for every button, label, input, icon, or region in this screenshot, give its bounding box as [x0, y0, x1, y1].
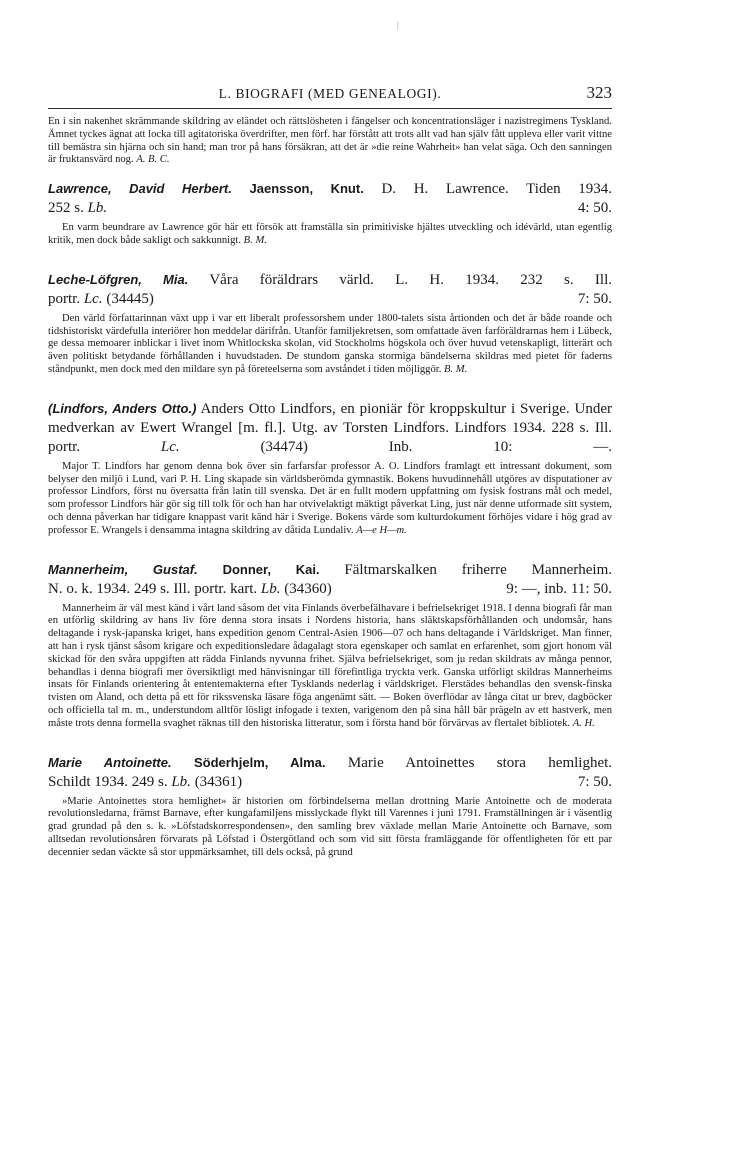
- review-text: »Marie Antoinettes stora hemlighet» är historien om förbindelserna mellan drottning Marie Antoinette och de moderata revolutionsledarna, främst Barnave, efter kungafamiljens misslyckade flykt till Varennes i juni 1791. Framställningen är i väsentlig grad grundad på den s. k. »Löfstadskorrespondensen», den samling brev växlade mellan Marie Antoinette och Barnave, som alltsedan revolutionsåren förvarats på Löfstad i Östergötland och som vid sitt första framläggande för offentligheten för ett par decennier sedan väckte så stor uppmärksamhet, till dels också, på grund: [48, 795, 612, 858]
- review-text: En varm beundrare av Lawrence gör här ett försök att framställa sin primitiviske hjältes utveckling och idévärld, utan egentlig kritik, men dock både sakligt och sakkunnigt.: [48, 222, 612, 246]
- page-edge-mark: |: [397, 20, 399, 30]
- entry-review: [48, 603, 612, 731]
- entry-review: [48, 461, 612, 538]
- review-signature: B. M.: [243, 234, 267, 246]
- entry-author: Leche-Löfgren, Mia.: [48, 271, 189, 287]
- entry-heading-lastline: [48, 290, 612, 309]
- entry-review: [48, 796, 612, 860]
- entry-title: Marie Antoinettes stora hemlighet.: [347, 754, 613, 771]
- entry-lawrence: [48, 179, 612, 248]
- entry-mannerheim: [48, 560, 612, 731]
- entry-author: Mannerheim, Gustaf.: [48, 561, 198, 577]
- entry-price: 7: 50.: [577, 290, 612, 307]
- entry-heading: [48, 753, 612, 792]
- entry-editor: Söderhjelm, Alma.: [193, 754, 326, 770]
- review-text: Mannerheim är väl mest känd i vårt land såsom det vita Finlands överbefälhavare i befrielsekriget 1918. I denna biografi får man en utförlig skildring av hans liv före denna stora insats i Nordens historia, hans släktskapsförhållanden och undomsår, hans deltagande i rysk-japanska kriget, hans expedition genom Central-Asien 1906—07 och hans deltagande i Världskriget. Man finner, att han i rysk tjänst såsom krigare och expeditionsledare ådagalagt stora egenskaper och samlat en erfarenhet, som gjort honom väl skickad för den svåra uppgiften att rädda Finlands nyvunna frihet. Själva befrielsekriget, som ju redan skildrats av många pennor, behandlas i denna biografi mer översiktligt med hänvisningar till förefintliga tryckta verk. Ganska utförligt skildras Mannerheims insats för Finlands orientering åt ententemakterna efter Tysklands nederlag i världskriget. Flerstädes behandlas den svensk-finska tvisten om Åland, och detta på ett för rikssvenska läsare föga angenämt sätt. — Boken överflödar av långa citat ur brev, dagböcker och officiella tal m. m., understundom alltför lösligt infogade i texten, varigenom den på sina håll bär prägeln av ett hastverk, men måste trots denna formella svaghet räknas till den historiska litteratur, som i första hand bör förvärvas av flertalet bibliotek.: [48, 602, 612, 729]
- entry-lindfors: [48, 399, 612, 538]
- entry-heading-lastline: [48, 199, 612, 218]
- intro-text: En i sin nakenhet skrämmande skildring av eländet och rättslösheten i fängelser och koncentrationsläger i nazistregimens Tyskland. Ämnet tyckes ägnat att locka till agitatoriska överdrifter, men förf. har förstått att trots allt vad han själv fått uppleva eller varit vittne till bemästra sin hjärna och sin hand; man tror på hans försäkran, att det är »die reine Wahrheit» han velat säga. Och den sanningen är fruktansvärd nog.: [48, 116, 612, 166]
- entry-price: 4: 50.: [577, 200, 612, 217]
- entry-classification: Lb.: [260, 580, 281, 597]
- intro-signature: A. B. C.: [136, 154, 170, 166]
- entry-title: Våra föräldrars värld. L. H. 1934. 232 s. Ill.: [209, 271, 612, 288]
- entry-review: [48, 222, 612, 248]
- review-signature: B. M.: [444, 363, 468, 375]
- entry-author: (Lindfors, Anders Otto.): [48, 400, 197, 416]
- entry-review: [48, 313, 612, 377]
- entry-publisher: Schildt 1934. 249 s.: [48, 773, 168, 790]
- entry-pages: 252 s.: [48, 200, 84, 217]
- review-signature: A—e H—m.: [356, 524, 407, 536]
- entry-number: (34361): [194, 773, 243, 790]
- entry-title: D. H. Lawrence. Tiden 1934.: [381, 181, 613, 198]
- review-signature: A. H.: [572, 717, 595, 729]
- entry-classification: Lb.: [171, 773, 191, 790]
- entry-classification: Lb.: [87, 200, 108, 217]
- entry-number: (34474): [260, 438, 308, 455]
- entry-price: Inb. 10: —.: [388, 438, 612, 455]
- entry-heading: [48, 560, 612, 599]
- entry-title: Anders Otto Lindfors, en pioniär för kroppskultur i Sverige. Under medverkan av Ewert Wrangel [m. fl.]. Utg. av Torsten Lindfors. Lindfors 1934. 228 s. Ill. portr.: [48, 400, 612, 455]
- entry-price: 7: 50.: [577, 773, 612, 790]
- page-number: 323: [586, 83, 612, 102]
- entry-leche-lofgren: [48, 270, 612, 377]
- entry-editor: Jaensson, Knut.: [249, 181, 364, 197]
- entry-author: Marie Antoinette.: [48, 754, 172, 770]
- intro-paragraph: [48, 116, 612, 167]
- entry-classification: Lc.: [83, 290, 103, 307]
- entry-heading: [48, 270, 612, 309]
- entry-publisher: N. o. k. 1934. 249 s. Ill. portr. kart.: [48, 580, 258, 597]
- entry-price: 9: —, inb. 11: 50.: [506, 580, 612, 597]
- entry-heading: [48, 179, 612, 218]
- entry-editor: Donner, Kai.: [222, 561, 320, 577]
- running-header: [48, 83, 612, 109]
- entry-heading-lastline: [48, 580, 612, 599]
- entry-title: Fältmarskalken friherre Mannerheim.: [344, 561, 612, 578]
- entry-classification: Lc.: [160, 438, 180, 455]
- header-title: L. BIOGRAFI (MED GENEALOGI).: [218, 86, 442, 101]
- entry-number: (34445): [106, 290, 154, 307]
- page-content: [48, 116, 612, 860]
- review-text: Major T. Lindfors har genom denna bok över sin farfarsfar professor A. O. Lindfors framlagt ett intressant dokument, som belyser den miljö i Lund, vari P. H. Ling skapade sin världsberömda gymnastik. Bokens huvudinnehåll utgöres av disputationer av professor Lindfors, först nu översatta från latin till svenska. Det är en fullt modern uppfattning om fysisk fostrans mål och medel, som professor Lindfors här gör sig till tolk för och han har otvivelaktigt mäktigt påverkat Ling, just när denne utformade sitt system, och denna påverkan har tidigare knappast varit känd här i Sverige. Bokens värde som kulturdokument förhöjes vidare i hög grad av professor E. Wrangels i densamma intagna skildring av dåtida Lundaliv.: [48, 460, 612, 536]
- entry-number: (34360): [284, 580, 332, 597]
- review-text: Den värld författarinnan växt upp i var ett liberalt professorshem under 1800-talets sista årtionden och det är både roande och tidshistoriskt värdefulla interiörer hon meddelar därifrån. Utanför familjekretsen, som omfattade även farföräldrarnas hem i Lübeck, ge dessa memoarer inblickar i livet inom Whitlockska skolan, vid Stockholms högskola och över huvud vetenskapligt, litterärt och även politiskt betydande förhållanden i huvudstaden. De stundom ganska stormiga bändelserna skildras med pietet för faderns ståndpunkt, men dock med den mildare syn på företeelserna som avståndet i tiden möjliggör.: [48, 312, 612, 375]
- entry-heading-lastline: [48, 773, 612, 792]
- entry-illustrations: portr.: [48, 290, 81, 307]
- entry-author: Lawrence, David Herbert.: [48, 181, 232, 197]
- entry-marie-antoinette: [48, 753, 612, 860]
- entry-heading: [48, 399, 612, 457]
